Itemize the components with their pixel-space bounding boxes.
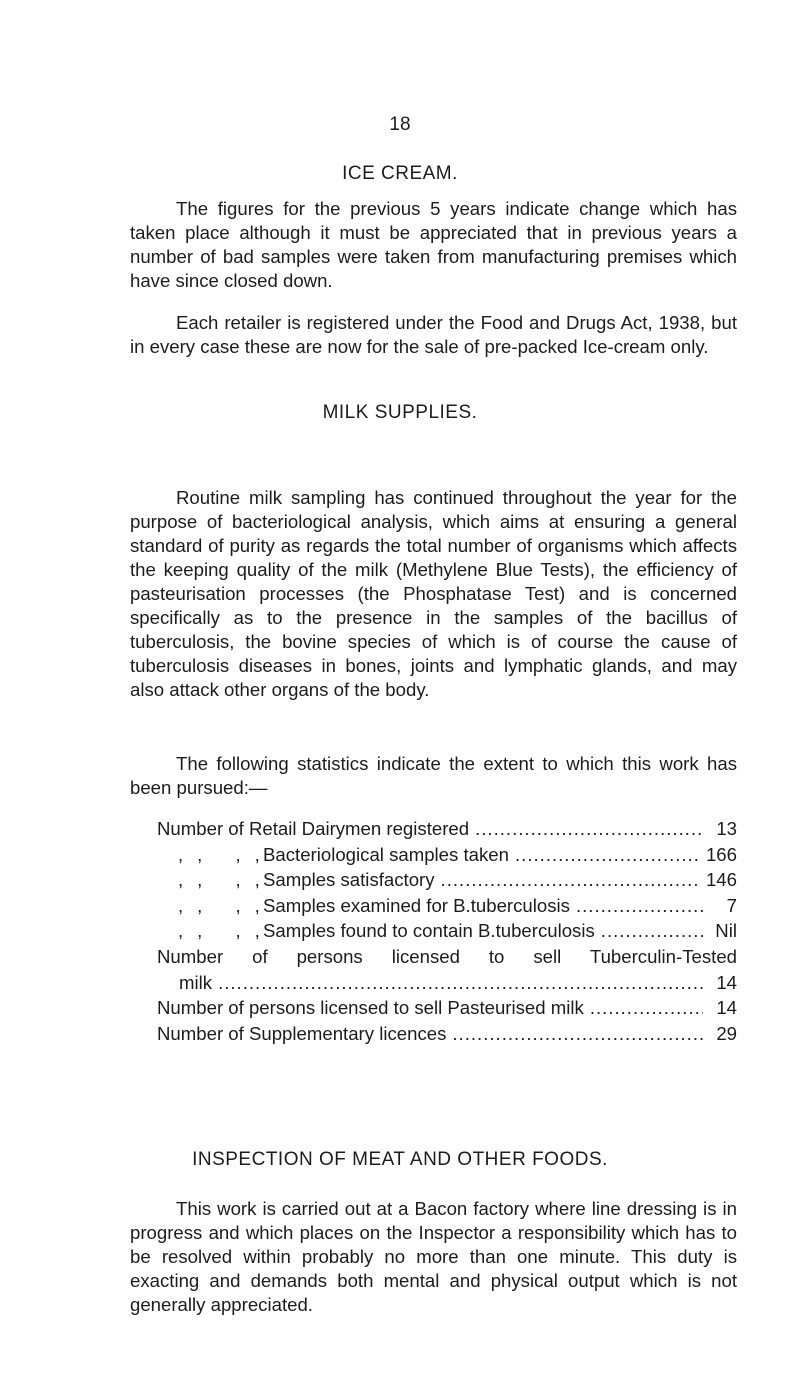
page-number: 18 <box>389 114 411 135</box>
meat-paragraph-1-text: This work is carried out at a Bacon factory where line dressing is in progress and which places on the Inspector a responsibility which has to be resolved within probably no more than one minute. This duty is exacting and demands both mental and physical output which is not generally appreciated. <box>130 1198 737 1315</box>
stat-row-bacteriological <box>157 842 737 868</box>
stat-label: Samples satisfactory <box>263 869 435 891</box>
ditto-marks: ,, ,, <box>178 920 274 942</box>
dot-leader <box>452 1021 703 1047</box>
dot-leader <box>475 816 703 842</box>
milk-paragraph-1-text: Routine milk sampling has continued throughout the year for the purpose of bacteriological analysis, which aims at ensuring a general standard of purity as regards the total number of organisms which affects the keeping quality of the milk (Methylene Blue Tests), the efficiency of pasteurisation processes (the Phosphatase Test) and is concerned specifically as to the presence in the samples of the bacillus of tuberculosis, the bovine species of which is of course the cause of tuberculosis diseases in bones, joints and lymphatic glands, and may also attack other organs of the body. <box>130 487 737 700</box>
stat-row-found-tb <box>157 918 737 944</box>
ice-cream-paragraph-2-text: Each retailer is registered under the Food and Drugs Act, 1938, but in every case these are now for the sale of pre-packed Ice-cream only. <box>130 312 737 357</box>
meat-paragraph-1 <box>130 1197 737 1317</box>
stat-label: Number of Supplementary licences <box>157 1022 447 1044</box>
stat-value: 7 <box>726 894 737 916</box>
milk-paragraph-2-text: The following statistics indicate the extent to which this work has been pursued:— <box>130 753 737 798</box>
ice-cream-paragraph-2 <box>130 311 737 359</box>
stat-label: milk <box>179 971 213 993</box>
stat-row-supplementary <box>157 1021 737 1047</box>
dot-leader <box>590 995 703 1021</box>
milk-paragraph-2 <box>130 752 737 800</box>
stat-value: 13 <box>716 818 737 839</box>
stat-row-dairymen <box>157 816 737 842</box>
dot-leader <box>218 970 703 996</box>
stat-value: 29 <box>716 1022 737 1044</box>
stat-label: Number of Retail Dairymen registered <box>157 818 470 839</box>
stat-row-tuberculin-tested <box>157 970 737 996</box>
stat-value: 14 <box>716 997 737 1019</box>
stat-value: 146 <box>705 869 737 891</box>
stat-row-examined-tb <box>157 893 737 919</box>
stat-value: Nil <box>715 920 737 942</box>
ditto-marks: ,, ,, <box>178 843 274 865</box>
dot-leader <box>601 918 703 944</box>
milk-paragraph-1 <box>130 486 737 702</box>
stat-row-satisfactory <box>157 867 737 893</box>
milk-supplies-heading: MILK SUPPLIES. <box>322 402 478 423</box>
ice-cream-paragraph-1 <box>130 197 737 293</box>
stat-row-pasteurised <box>157 995 737 1021</box>
ditto-marks: ,, ,, <box>178 869 274 891</box>
ice-cream-paragraph-1-text: The figures for the previous 5 years indicate change which has taken place although it must be appreciated that in previous years a number of bad samples were taken from manufacturing premises which have since closed down. <box>130 198 737 291</box>
dot-leader <box>576 893 703 919</box>
stat-value: 166 <box>705 843 737 865</box>
stat-label: Number of persons licensed to sell Pasteurised milk <box>157 997 584 1019</box>
meat-inspection-heading: INSPECTION OF MEAT AND OTHER FOODS. <box>192 1149 608 1170</box>
ice-cream-heading: ICE CREAM. <box>342 163 458 184</box>
dot-leader <box>441 867 700 893</box>
stat-label: Samples examined for B.tuberculosis <box>263 894 570 916</box>
stat-label: Samples found to contain B.tuberculosis <box>263 920 595 942</box>
stat-tuberculin-tested-label: Number of persons licensed to sell Tuberculin-Tested <box>157 945 737 967</box>
milk-statistics-list <box>157 816 737 1046</box>
stat-value: 14 <box>716 971 737 993</box>
ditto-marks: ,, ,, <box>178 894 274 916</box>
dot-leader <box>515 842 700 868</box>
stat-label: Bacteriological samples taken <box>263 843 509 865</box>
